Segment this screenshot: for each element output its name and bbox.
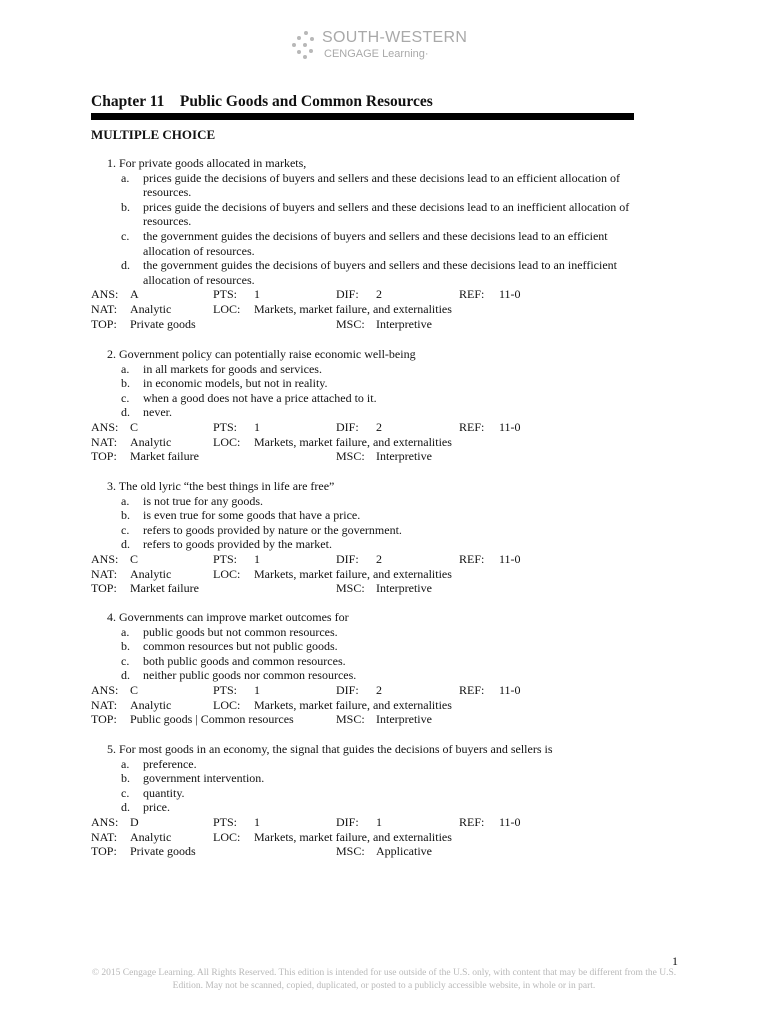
- option-letter: b.: [121, 376, 130, 391]
- dif-label: DIF:: [336, 287, 359, 302]
- msc-label: MSC:: [336, 844, 365, 859]
- option-letter: a.: [121, 170, 130, 185]
- option-letter: c.: [121, 785, 130, 800]
- option-text: the government guides the decisions of buyers and sellers and these decisions lead to an efficient allocation of resources.: [143, 228, 608, 258]
- ref-label: REF:: [459, 682, 485, 697]
- question-stem: 3. The old lyric “the best things in life are free”: [107, 479, 335, 493]
- loc-value: Markets, market failure, and externalities: [254, 434, 452, 449]
- option-text: government intervention.: [143, 771, 265, 786]
- nat-value: Analytic: [130, 566, 172, 581]
- option-letter: d.: [121, 668, 130, 683]
- msc-label: MSC:: [336, 316, 365, 331]
- pts-value: 1: [254, 682, 260, 697]
- meta-row-ans: [0, 420, 768, 435]
- top-value: Private goods: [130, 316, 196, 331]
- meta-row-nat: [0, 302, 768, 317]
- dif-value: 2: [376, 682, 382, 697]
- question-stem: 5. For most goods in an economy, the signal that guides the decisions of buyers and sellers is: [107, 742, 553, 756]
- top-value: Private goods: [130, 844, 196, 859]
- option-text: refers to goods provided by the market.: [143, 537, 332, 552]
- pts-label: PTS:: [213, 814, 238, 829]
- answer-option: [121, 771, 633, 786]
- chapter-title: Chapter 11 Public Goods and Common Resources: [91, 93, 433, 110]
- top-label: TOP:: [91, 581, 117, 596]
- ans-label: ANS:: [91, 814, 119, 829]
- logo-publisher-subname: CENGAGE Learning·: [324, 48, 429, 60]
- option-letter: c.: [121, 390, 130, 405]
- option-text: when a good does not have a price attached to it.: [143, 390, 377, 405]
- dif-value: 2: [376, 419, 382, 434]
- meta-row-ans: [0, 552, 768, 567]
- nat-value: Analytic: [130, 697, 172, 712]
- question-block: [0, 479, 768, 596]
- option-letter: c.: [121, 522, 130, 537]
- loc-label: LOC:: [213, 829, 241, 844]
- answer-option: [121, 199, 633, 229]
- option-letter: c.: [121, 228, 130, 243]
- ref-label: REF:: [459, 551, 485, 566]
- question-block: [0, 156, 768, 331]
- pts-label: PTS:: [213, 682, 238, 697]
- loc-label: LOC:: [213, 301, 241, 316]
- option-letter: a.: [121, 756, 130, 771]
- option-letter: b.: [121, 771, 130, 786]
- nat-value: Analytic: [130, 301, 172, 316]
- meta-row-ans: [0, 815, 768, 830]
- option-letter: c.: [121, 653, 130, 668]
- meta-row-top: [0, 449, 768, 464]
- msc-label: MSC:: [336, 449, 365, 464]
- nat-label: NAT:: [91, 697, 118, 712]
- ans-value: C: [130, 419, 139, 434]
- ans-label: ANS:: [91, 287, 119, 302]
- option-text: price.: [143, 800, 170, 815]
- top-value: Market failure: [130, 449, 199, 464]
- loc-value: Markets, market failure, and externalities: [254, 566, 452, 581]
- pts-value: 1: [254, 814, 260, 829]
- top-value: Public goods | Common resources: [130, 712, 294, 727]
- ref-value: 11-0: [499, 287, 521, 302]
- msc-value: Applicative: [376, 844, 432, 859]
- ref-value: 11-0: [499, 682, 521, 697]
- option-letter: d.: [121, 537, 130, 552]
- ref-label: REF:: [459, 419, 485, 434]
- msc-value: Interpretive: [376, 581, 432, 596]
- answer-option: [121, 405, 633, 420]
- option-text: is not true for any goods.: [143, 493, 263, 508]
- option-letter: d.: [121, 258, 130, 273]
- option-letter: a.: [121, 493, 130, 508]
- meta-row-top: [0, 581, 768, 596]
- publisher-logo: [292, 27, 482, 63]
- question-block: [0, 610, 768, 727]
- loc-value: Markets, market failure, and externalities: [254, 301, 452, 316]
- logo-dots-icon: [292, 31, 320, 59]
- option-letter: b.: [121, 508, 130, 523]
- nat-value: Analytic: [130, 829, 172, 844]
- meta-row-ans: [0, 683, 768, 698]
- ref-label: REF:: [459, 814, 485, 829]
- dif-value: 2: [376, 551, 382, 566]
- dif-label: DIF:: [336, 551, 359, 566]
- msc-value: Interpretive: [376, 712, 432, 727]
- msc-value: Interpretive: [376, 449, 432, 464]
- ans-value: C: [130, 551, 139, 566]
- ans-value: D: [130, 814, 139, 829]
- answer-option: [121, 624, 633, 640]
- dif-label: DIF:: [336, 814, 359, 829]
- option-text: quantity.: [143, 785, 185, 800]
- top-label: TOP:: [91, 712, 117, 727]
- option-letter: a.: [121, 361, 130, 376]
- option-text: refers to goods provided by nature or the government.: [143, 522, 402, 537]
- answer-option: [121, 376, 633, 391]
- option-text: neither public goods nor common resources.: [143, 668, 357, 683]
- answer-option: [121, 537, 633, 552]
- option-text: prices guide the decisions of buyers and sellers and these decisions lead to an inefficient allocation of resources.: [143, 199, 630, 229]
- meta-row-ans: [0, 287, 768, 302]
- option-letter: b.: [121, 199, 130, 214]
- answer-option: [121, 493, 633, 509]
- pts-value: 1: [254, 287, 260, 302]
- top-value: Market failure: [130, 581, 199, 596]
- answer-option: [121, 639, 633, 654]
- nat-value: Analytic: [130, 434, 172, 449]
- msc-label: MSC:: [336, 712, 365, 727]
- section-heading: MULTIPLE CHOICE: [91, 127, 216, 142]
- nat-label: NAT:: [91, 566, 118, 581]
- option-text: in economic models, but not in reality.: [143, 376, 328, 391]
- answer-option: [121, 228, 633, 258]
- pts-value: 1: [254, 419, 260, 434]
- answer-option: [121, 785, 633, 801]
- option-letter: a.: [121, 624, 130, 639]
- answer-option: [121, 508, 633, 523]
- option-text: the government guides the decisions of buyers and sellers and these decisions lead to an inefficient allocation of resources.: [143, 258, 617, 287]
- option-text: in all markets for goods and services.: [143, 361, 322, 376]
- ans-label: ANS:: [91, 419, 119, 434]
- ref-value: 11-0: [499, 419, 521, 434]
- page-number: 1: [672, 954, 678, 968]
- pts-label: PTS:: [213, 287, 238, 302]
- nat-label: NAT:: [91, 301, 118, 316]
- logo-publisher-name: SOUTH-WESTERN: [322, 29, 468, 46]
- meta-row-nat: [0, 567, 768, 582]
- top-label: TOP:: [91, 844, 117, 859]
- title-rule: [91, 113, 634, 120]
- msc-value: Interpretive: [376, 316, 432, 331]
- loc-value: Markets, market failure, and externalities: [254, 697, 452, 712]
- meta-row-top: [0, 317, 768, 332]
- ans-label: ANS:: [91, 551, 119, 566]
- loc-value: Markets, market failure, and externalities: [254, 829, 452, 844]
- question-block: [0, 742, 768, 859]
- dif-value: 2: [376, 287, 382, 302]
- option-letter: b.: [121, 639, 130, 654]
- answer-option: [121, 800, 633, 815]
- meta-row-nat: [0, 698, 768, 713]
- dif-value: 1: [376, 814, 382, 829]
- ans-value: A: [130, 287, 139, 302]
- option-text: never.: [143, 405, 172, 420]
- option-text: prices guide the decisions of buyers and sellers and these decisions lead to an efficient allocation of resources.: [143, 170, 620, 200]
- option-text: is even true for some goods that have a price.: [143, 508, 361, 523]
- pts-label: PTS:: [213, 551, 238, 566]
- question-stem: 1. For private goods allocated in markets,: [107, 156, 307, 170]
- ref-label: REF:: [459, 287, 485, 302]
- nat-label: NAT:: [91, 829, 118, 844]
- meta-row-top: [0, 844, 768, 859]
- ref-value: 11-0: [499, 814, 521, 829]
- option-letter: d.: [121, 800, 130, 815]
- ans-label: ANS:: [91, 682, 119, 697]
- answer-option: [121, 756, 633, 772]
- ref-value: 11-0: [499, 551, 521, 566]
- option-text: public goods but not common resources.: [143, 624, 338, 639]
- dif-label: DIF:: [336, 682, 359, 697]
- question-stem: 4. Governments can improve market outcomes for: [107, 610, 349, 624]
- nat-label: NAT:: [91, 434, 118, 449]
- option-text: both public goods and common resources.: [143, 653, 346, 668]
- meta-row-nat: [0, 435, 768, 450]
- ans-value: C: [130, 682, 139, 697]
- option-text: common resources but not public goods.: [143, 639, 338, 654]
- meta-row-top: [0, 712, 768, 727]
- answer-option: [121, 653, 633, 669]
- option-letter: d.: [121, 405, 130, 420]
- answer-option: [121, 668, 633, 683]
- pts-value: 1: [254, 551, 260, 566]
- answer-option: [121, 390, 633, 406]
- answer-option: [121, 170, 633, 200]
- answer-option: [121, 258, 633, 287]
- copyright-footer: © 2015 Cengage Learning. All Rights Reserved. This edition is intended for use outside of the U.S. only, with content that may be different from the U.S. Edition. May not be scanned, copied, duplicated, or posted to a publicly accessible website, in whole or in part.: [91, 968, 677, 991]
- loc-label: LOC:: [213, 434, 241, 449]
- answer-option: [121, 361, 633, 377]
- question-stem: 2. Government policy can potentially raise economic well-being: [107, 347, 416, 361]
- loc-label: LOC:: [213, 697, 241, 712]
- question-block: [0, 347, 768, 464]
- pts-label: PTS:: [213, 419, 238, 434]
- dif-label: DIF:: [336, 419, 359, 434]
- option-text: preference.: [143, 756, 197, 771]
- msc-label: MSC:: [336, 581, 365, 596]
- top-label: TOP:: [91, 316, 117, 331]
- top-label: TOP:: [91, 449, 117, 464]
- meta-row-nat: [0, 830, 768, 845]
- answer-option: [121, 522, 633, 538]
- loc-label: LOC:: [213, 566, 241, 581]
